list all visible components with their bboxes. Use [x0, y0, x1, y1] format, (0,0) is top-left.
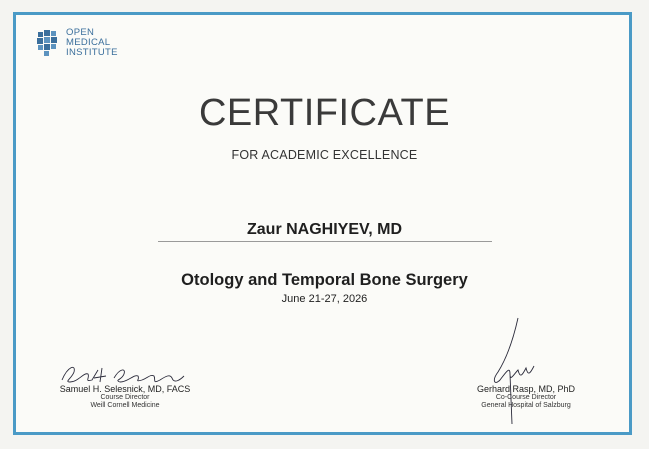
- signatory-right: [446, 384, 606, 410]
- course-dates: June 21-27, 2026: [281, 293, 368, 305]
- signatory-left: [40, 384, 210, 410]
- course-title: Otology and Temporal Bone Surgery: [181, 271, 468, 289]
- recipient-underline: [158, 241, 492, 242]
- logo-text-medical: MEDICAL: [66, 37, 111, 48]
- signatory-right-name: Gerhard Rasp, MD, PhD: [476, 384, 576, 394]
- signatory-left-name: Samuel H. Selesnick, MD, FACS: [59, 384, 191, 394]
- logo-text-open: OPEN: [66, 27, 95, 38]
- open-medical-institute-logo: [36, 28, 118, 62]
- globe-grid-icon: [36, 28, 62, 62]
- logo-text-institute: INSTITUTE: [66, 47, 118, 58]
- certificate-subtitle: FOR ACADEMIC EXCELLENCE: [231, 148, 418, 162]
- signatory-right-organization: General Hospital of Salzburg: [481, 402, 571, 409]
- signatory-left-organization: Weill Cornell Medicine: [90, 402, 160, 409]
- signatory-right-role: Co-Course Director: [495, 394, 557, 401]
- certificate-title: CERTIFICATE: [198, 92, 451, 134]
- signatory-left-role: Course Director: [100, 394, 150, 401]
- recipient-name: Zaur NAGHIYEV, MD: [247, 221, 402, 238]
